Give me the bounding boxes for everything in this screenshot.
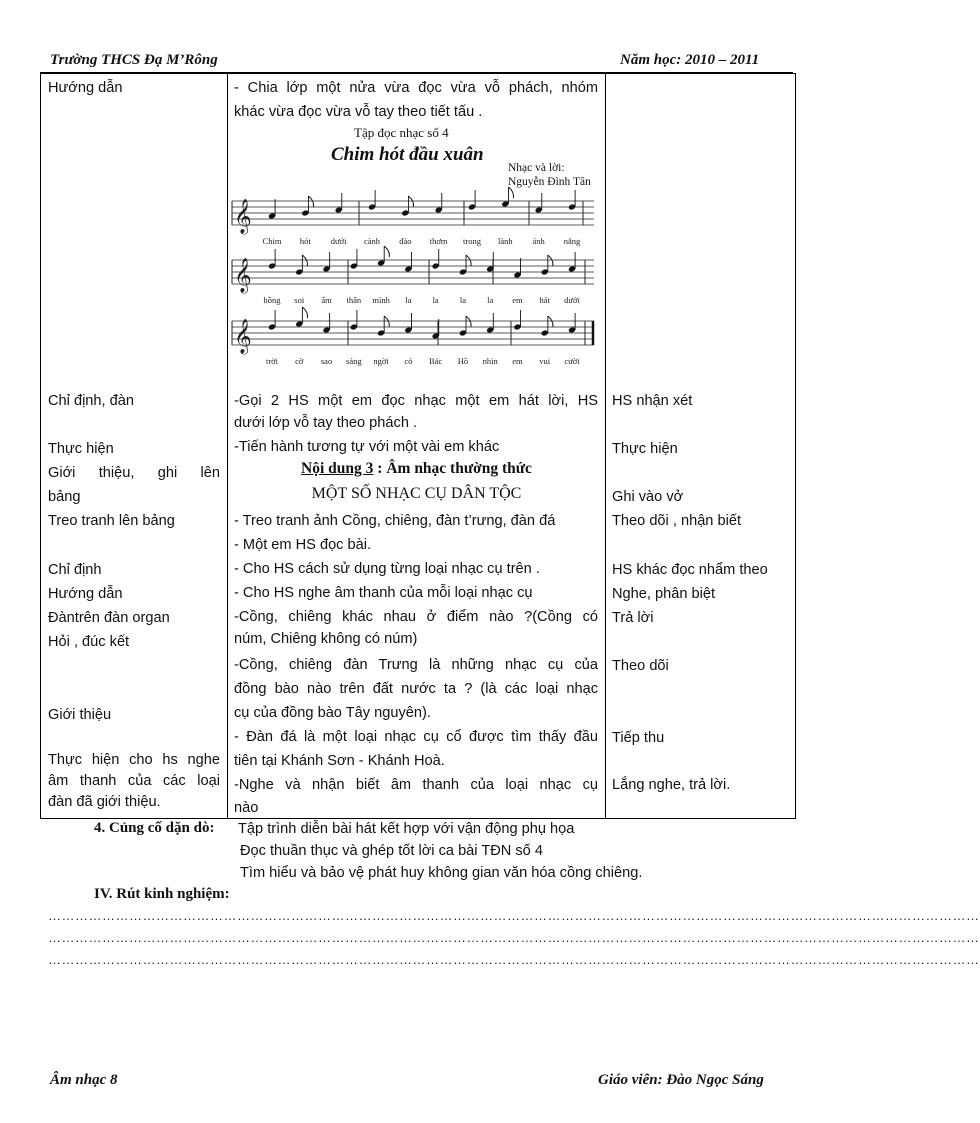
cung-co-line-1: Tập trình diễn bài hát kết hợp với vận động phụ họa [238, 821, 575, 837]
c-dan-da-2: tiên tại Khánh Sơn - Khánh Hoà. [234, 753, 445, 769]
music-score [228, 124, 605, 364]
rut-kinh-nghiem-label: IV. Rút kinh nghiệm: [94, 886, 230, 902]
c-nghe-2: nào [234, 800, 259, 816]
student-column [606, 74, 796, 819]
s-thuc-hien: Thực hiện [612, 441, 678, 457]
t-thuc-hien-hs-2: âm thanh của các loại [48, 773, 220, 789]
c-goi-2: dưới lớp vỗ tay theo phách . [234, 415, 418, 431]
note-flag [308, 196, 313, 207]
teacher-column [41, 74, 228, 819]
treble-clef: 𝄞 [234, 199, 252, 234]
c-treo: - Treo tranh ảnh Cồng, chiêng, đàn t’rưng, đàn đá [234, 513, 556, 529]
lyric-syllable: sao [320, 356, 333, 366]
s-theo-doi-nhan-biet: Theo dõi , nhận biết [612, 513, 742, 529]
c-tien-hanh: -Tiến hành tương tự với một vài em khác [234, 439, 500, 455]
t-gioi-thieu-1: Giới thiệu, ghi lên [48, 465, 220, 481]
lesson-table [40, 73, 796, 819]
note-flag [548, 316, 553, 327]
c-noi-dung-3 [228, 460, 605, 478]
score-credit-2: Nguyễn Đình Tân [508, 176, 591, 188]
c-nghe-am-thanh: - Cho HS nghe âm thanh của mỗi loại nhạc cụ [234, 585, 533, 601]
c-nghe-1: -Nghe và nhận biết âm thanh của loại nhạc cụ [234, 777, 598, 793]
t-thuc-hien-hs-1: Thực hiện cho hs nghe [48, 752, 220, 768]
t-thuc-hien-hs-3: đàn đã giới thiệu. [48, 794, 161, 810]
lyric-syllable: la [405, 295, 412, 305]
lyric-syllable: trời [265, 356, 279, 366]
c-mot-em: - Một em HS đọc bài. [234, 537, 372, 553]
lyric-syllable: nhìn [482, 356, 498, 366]
lyric-syllable: thân [346, 295, 362, 305]
s-nhan-xet: HS nhận xét [612, 393, 693, 409]
lyric-syllable: trong [463, 236, 481, 246]
cung-co-line-2: Đọc thuần thục và ghép tốt lời ca bài TĐN số 4 [240, 843, 543, 859]
c-intro-2: khác vừa đọc vừa vỗ tay theo tiết tấu . [234, 104, 483, 120]
lyric-syllable: la [487, 295, 494, 305]
lyric-syllable: ấm [321, 295, 332, 305]
lyric-syllable: cười [564, 356, 580, 366]
lyric-syllable: hót [299, 236, 311, 246]
lyric-syllable: Hồ [457, 356, 469, 366]
c-dong-bao-2: đồng bào nào trên đất nước ta ? (là các loại nhạc [234, 681, 598, 697]
lyric-syllable: đào [399, 236, 412, 246]
lyric-syllable: sáng [346, 356, 362, 366]
t-hoi-duc-ket: Hỏi , đúc kết [48, 634, 130, 650]
c-dan-da-1: - Đàn đá là một loại nhạc cụ cổ được tìm thấy đầu [234, 729, 598, 745]
lyric-syllable: nắng [563, 236, 581, 246]
c-intro-1: - Chia lớp một nửa vừa đọc vừa vỗ phách, nhóm [234, 80, 598, 96]
t-gioi-thieu: Giới thiệu [48, 707, 112, 723]
content-column [228, 74, 606, 819]
lyric-syllable: ngời [373, 356, 389, 366]
note-flag [466, 255, 471, 266]
lyric-syllable: lành [498, 236, 513, 246]
lyric-syllable: Chim [262, 236, 282, 246]
c-nd3-title: MỘT SỐ NHẠC CỤ DÂN TỘC [311, 485, 522, 502]
lyric-syllable: soi [294, 295, 305, 305]
t-thuc-hien: Thực hiện [48, 441, 114, 457]
t-chi-dinh: Chỉ định [48, 562, 102, 578]
lyric-syllable: em [512, 356, 523, 366]
lyric-syllable: mình [372, 295, 390, 305]
s-tra-loi: Trả lời [612, 610, 654, 626]
c-goi-1: -Gọi 2 HS một em đọc nhạc một em hát lời, HS [234, 393, 598, 409]
score-staves [228, 124, 605, 364]
lyric-syllable: dưới [564, 295, 580, 305]
dotted-line-2: ……………………………………………………………………………………………………………………………………………………………………………………… [48, 930, 980, 945]
note-flag [466, 316, 471, 327]
lyric-syllable: dưới [330, 236, 347, 246]
score-title: Chim hót đầu xuân [331, 144, 484, 165]
t-chi-dinh-dan: Chỉ định, đàn [48, 393, 135, 409]
note-flag [508, 187, 513, 198]
lyric-syllable: la [432, 295, 439, 305]
note-flag [384, 246, 389, 257]
score-heading: Tập đọc nhạc số 4 [354, 125, 449, 140]
lyric-syllable: vui [539, 356, 551, 366]
dotted-line-3: ……………………………………………………………………………………………………………………………………………………………………………………… [48, 952, 980, 967]
c-cong-2: núm, Chiêng không có núm) [234, 631, 418, 647]
c-cach-su-dung: - Cho HS cách sử dụng từng loại nhạc cụ trên . [234, 561, 540, 577]
lyric-syllable: Bác [429, 356, 443, 366]
t-treo-tranh: Treo tranh lên bảng [48, 513, 175, 529]
s-hs-khac: HS khác đọc nhẩm theo [612, 562, 768, 578]
c-dong-bao-3: cụ của đồng bào Tây nguyên). [234, 705, 431, 721]
school-name: Trường THCS Đạ M’Rông [50, 52, 218, 68]
footer-teacher: Giáo viên: Đào Ngọc Sáng [598, 1072, 764, 1088]
cung-co-label: 4. Củng cố dặn dò: [94, 820, 215, 836]
lyric-syllable: cành [363, 236, 381, 246]
lyric-syllable: thơm [429, 236, 448, 246]
lyric-syllable: cờ [295, 356, 304, 366]
nd3-rest: : Âm nhạc thường thức [373, 460, 532, 477]
t-dan-organ: Đàntrên đàn organ [48, 610, 170, 626]
s-tiep-thu: Tiếp thu [612, 730, 665, 746]
school-year: Năm học: 2010 – 2011 [620, 52, 760, 68]
t-huong-dan-2: Hướng dẫn [48, 586, 123, 602]
score-credit-1: Nhạc và lời: [508, 162, 565, 174]
cung-co-line-3: Tìm hiểu và bảo vệ phát huy không gian văn hóa cồng chiêng. [240, 865, 643, 881]
s-ghi-vao-vo: Ghi vào vở [612, 489, 684, 505]
t-gioi-thieu-2: bảng [48, 489, 81, 505]
lyric-syllable: em [512, 295, 523, 305]
lyric-syllable: có [404, 356, 413, 366]
lyric-syllable: la [459, 295, 466, 305]
note-flag [384, 316, 389, 327]
note-flag [408, 196, 413, 207]
lyric-syllable: ánh [532, 236, 545, 246]
treble-clef: 𝄞 [234, 319, 252, 354]
footer-subject: Âm nhạc 8 [50, 1072, 118, 1088]
c-dong-bao-1: -Cồng, chiêng đàn Trưng là những nhạc cụ của [234, 657, 598, 673]
note-flag [302, 255, 307, 266]
s-nghe-phan-biet: Nghe, phân biệt [612, 586, 716, 602]
nd3-label: Nội dung 3 [301, 460, 374, 477]
c-cong-1: -Cồng, chiêng khác nhau ở điểm nào ?(Cồng có [234, 609, 598, 625]
treble-clef: 𝄞 [234, 258, 252, 293]
dotted-line-1: ……………………………………………………………………………………………………………………………………………………………………………………… [48, 908, 980, 923]
lyric-syllable: hát [539, 295, 550, 305]
t-huong-dan: Hướng dẫn [48, 80, 123, 96]
s-lang-nghe: Lắng nghe, trả lời. [612, 777, 731, 793]
note-flag [302, 307, 307, 318]
note-flag [548, 255, 553, 266]
s-theo-doi: Theo dõi [612, 658, 669, 674]
lyric-syllable: hồng [263, 295, 281, 305]
